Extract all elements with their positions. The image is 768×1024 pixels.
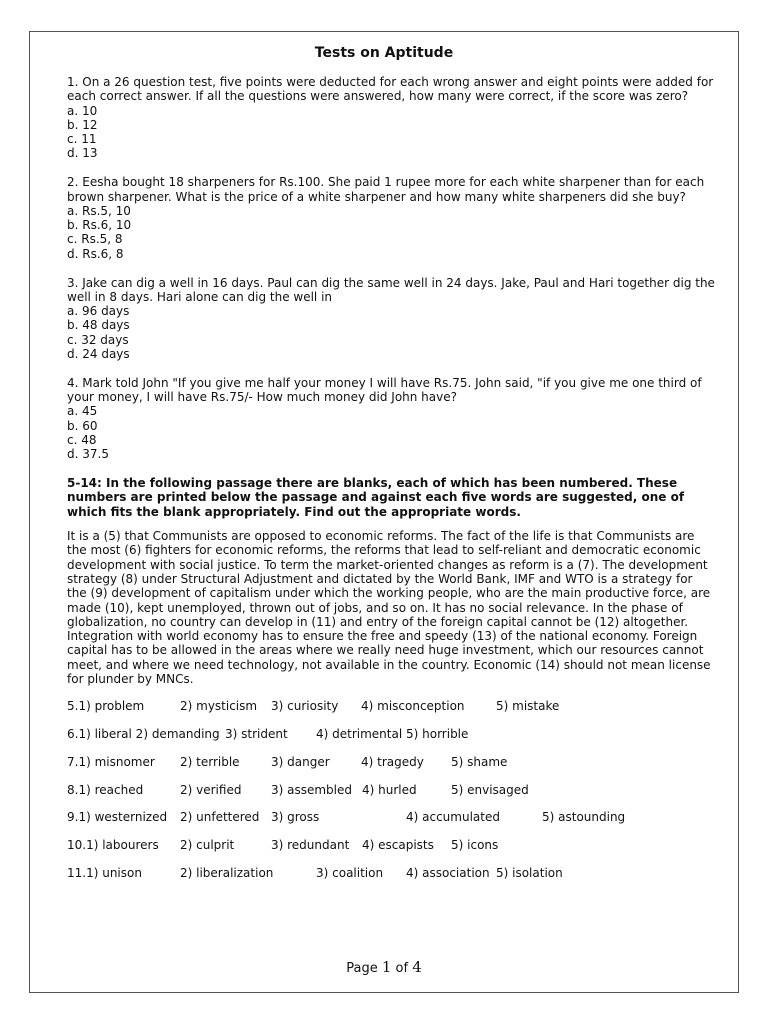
total-page-count: 4 (412, 958, 422, 976)
word-option: 11.1) unison (67, 866, 142, 881)
passage: It is a (5) that Communists are opposed to economic reforms. The fact of the life is that Communists are the most (6) fighters for economic reforms, the reforms that lead to self-reliant and democratic economic development with social justice. To term the market-oriented changes as reform is a (7). The development strategy (8) under Structural Adjustment and dictated by the World Bank, IMF and WTO is a strategy for the (9) development of capitalism under which the working people, who are the main productive force, are made (10), kept unemployed, thrown out of jobs, and so on. It has no social relevance. In the phase of globalization, no country can develop in (11) and entry of the foreign capital cannot be (12) altogether. Integration with world economy has to ensure the free and speedy (13) of the national economy. Foreign capital has to be allowed in the areas where we really need huge investment, which our resources cannot meet, and where we need technology, not available in the country. Economic (14) should not mean license for plunder by MNCs. (67, 529, 711, 686)
page-footer (0, 958, 768, 976)
word-option: 2) terrible (180, 754, 240, 769)
page-of-label: of (395, 961, 409, 976)
word-option: 3) gross (271, 810, 320, 825)
word-options-row-9 (67, 810, 715, 824)
option-b: b. 48 days (67, 318, 130, 333)
word-options-row-5 (67, 699, 715, 713)
option-c: c. Rs.5, 8 (67, 232, 123, 247)
question-4 (67, 376, 715, 462)
option-c: c. 48 (67, 433, 97, 448)
page-title: Tests on Aptitude (314, 45, 454, 61)
word-option: 10.1) labourers (67, 838, 159, 853)
word-option: 3) assembled (271, 782, 353, 797)
option-d: d. 13 (67, 146, 98, 161)
word-option: 2) mysticism (180, 699, 258, 714)
word-option: 4) hurled (362, 782, 417, 797)
word-option: 5) astounding (542, 810, 626, 825)
document-body (67, 75, 715, 894)
option-b: b. 60 (67, 418, 98, 433)
word-options-row-7 (67, 755, 715, 769)
word-option: 7.1) misnomer (67, 754, 155, 769)
option-c: c. 32 days (67, 332, 129, 347)
word-option: 3) curiosity (271, 699, 339, 714)
word-option: 5) horrible (406, 727, 469, 742)
question-text: 1. On a 26 question test, five points were deducted for each wrong answer and eight points were added for each correct answer. If all the questions were answered, how many were correct, if the score was zero? (67, 75, 714, 104)
word-option: 4) association (406, 866, 490, 881)
word-options-row-6 (67, 727, 715, 741)
option-d: d. 24 days (67, 347, 130, 362)
question-text: 3. Jake can dig a well in 16 days. Paul can dig the same well in 24 days. Jake, Paul and Hari together dig the well in 8 days. Hari alone can dig the well in (67, 275, 715, 304)
word-option: 5) envisaged (451, 782, 529, 797)
word-options-row-10 (67, 838, 715, 852)
word-option: 5) isolation (496, 866, 563, 881)
option-d: d. 37.5 (67, 447, 109, 462)
word-option: 9.1) westernized (67, 810, 168, 825)
current-page-number: 1 (381, 958, 392, 976)
word-option: 4) tragedy (361, 754, 424, 769)
word-option: 4) misconception (361, 699, 465, 714)
word-option: 6.1) liberal 2) demanding (67, 727, 220, 742)
word-option: 2) liberalization (180, 866, 274, 881)
option-b: b. 12 (67, 117, 98, 132)
word-option: 2) unfettered (180, 810, 260, 825)
word-option: 8.1) reached (67, 782, 144, 797)
option-a: a. 96 days (67, 304, 130, 319)
word-options-row-11 (67, 866, 715, 880)
word-option: 5) icons (451, 838, 499, 853)
word-options-row-8 (67, 783, 715, 797)
option-a: a. Rs.5, 10 (67, 203, 131, 218)
question-3 (67, 276, 715, 362)
word-option: 3) danger (271, 754, 330, 769)
word-option: 5) mistake (496, 699, 560, 714)
word-option: 2) culprit (180, 838, 235, 853)
option-b: b. Rs.6, 10 (67, 218, 132, 233)
question-1 (67, 75, 715, 161)
word-option: 2) verified (180, 782, 242, 797)
word-option: 3) strident (225, 727, 288, 742)
word-option: 4) escapists (362, 838, 434, 853)
word-option: 3) coalition (316, 866, 384, 881)
option-a: a. 10 (67, 103, 98, 118)
question-text: 2. Eesha bought 18 sharpeners for Rs.100. She paid 1 rupee more for each white sharpener than for each brown sharpener. What is the price of a white sharpener and how many white sharpeners did she buy? (67, 175, 705, 204)
option-a: a. 45 (67, 404, 98, 419)
page-label: Page (346, 961, 378, 976)
section-heading: 5-14: In the following passage there are blanks, each of which has been numbered. These numbers are printed below the passage and against each five words are suggested, one of which fits the blank appropriately. Find out the appropriate words. (67, 476, 685, 519)
word-option: 4) accumulated (406, 810, 500, 825)
word-option: 5.1) problem (67, 699, 145, 714)
word-option: 3) redundant (271, 838, 350, 853)
word-option: 4) detrimental (316, 727, 403, 742)
question-2 (67, 175, 715, 261)
word-option: 5) shame (451, 754, 508, 769)
option-c: c. 11 (67, 132, 97, 147)
option-d: d. Rs.6, 8 (67, 246, 124, 261)
question-text: 4. Mark told John "If you give me half your money I will have Rs.75. John said, "if you give me one third of your money, I will have Rs.75/- How much money did John have? (67, 375, 702, 405)
